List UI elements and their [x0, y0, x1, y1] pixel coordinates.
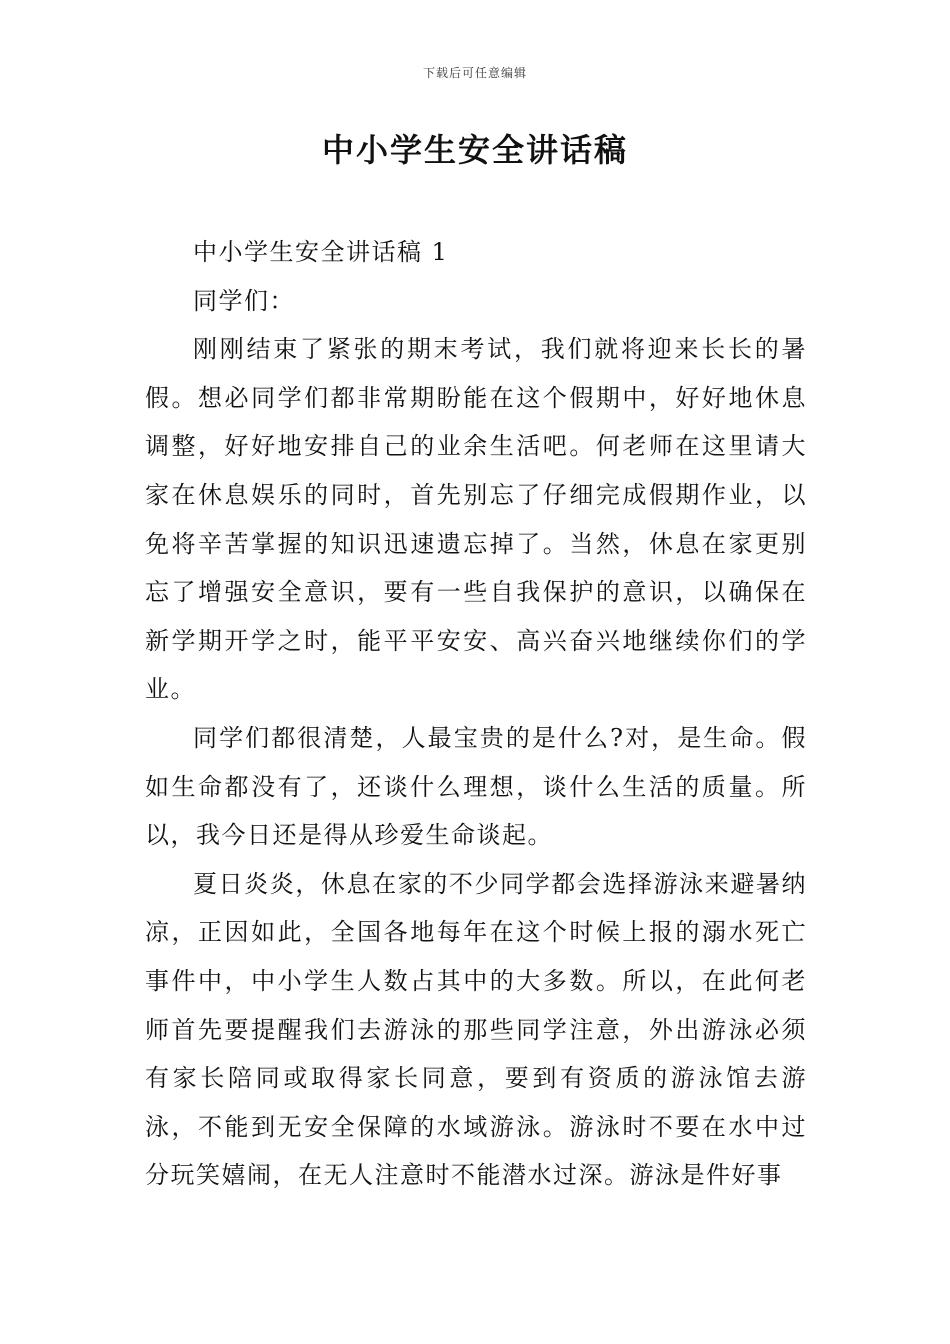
paragraph: 夏日炎炎，休息在家的不少同学都会选择游泳来避暑纳凉，正因如此，全国各地每年在这个时候上报的溺水死亡事件中，中小学生人数占其中的大多数。所以，在此何老师首先要提醒我们去游泳的那些同学注意，外出游泳必须有家长陪同或取得家长同意，要到有资质的游泳馆去游泳，不能到无安全保障的水域游泳。游泳时不要在水中过分玩笑嬉闹，在无人注意时不能潜水过深。游泳是件好事 [145, 869, 807, 1190]
paragraph: 同学们都很清楚，人最宝贵的是什么?对，是生命。假如生命都没有了，还谈什么理想，谈什么生活的质量。所以，我今日还是得从珍爱生命谈起。 [145, 723, 807, 850]
salutation: 同学们： [193, 286, 295, 315]
section-heading: 中小学生安全讲话稿 1 [193, 238, 449, 266]
document-title: 中小学生安全讲话稿 [321, 131, 628, 169]
document-body [145, 228, 807, 1200]
paragraph: 刚刚结束了紧张的期末考试，我们就将迎来长长的暑假。想必同学们都非常期盼能在这个假期中，好好地休息调整，好好地安排自己的业余生活吧。何老师在这里请大家在休息娱乐的同时，首先别忘了仔细完成假期作业，以免将辛苦掌握的知识迅速遗忘掉了。当然，休息在家更别忘了增强安全意识，要有一些自我保护的意识，以确保在新学期开学之时，能平平安安、高兴奋兴地继续你们的学业。 [145, 335, 807, 704]
header-note: 下载后可任意编辑 [422, 66, 527, 80]
